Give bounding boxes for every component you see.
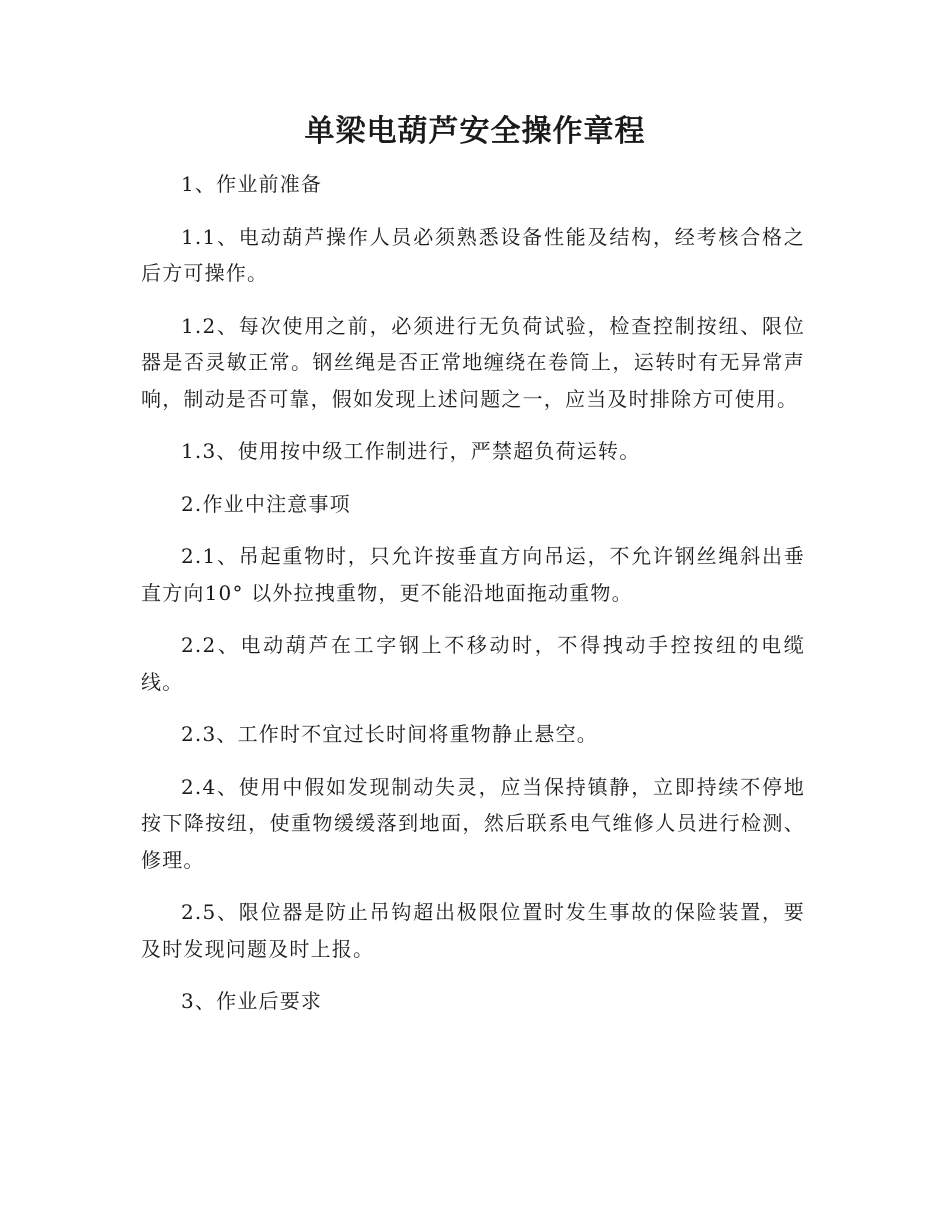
page-title: 单梁电葫芦安全操作章程 [304,114,646,149]
paragraph-2-5: 2.5、限位器是防止吊钩超出极限位置时发生事故的保险装置，要及时发现问题及时上报。 [141,900,805,961]
paragraph-2-4: 2.4、使用中假如发现制动失灵，应当保持镇静，立即持续不停地按下降按纽，使重物缓缓落到地面，然后联系电气维修人员进行检测、修理。 [141,774,805,872]
paragraph-2-3: 2.3、工作时不宜过长时间将重物静止悬空。 [181,722,599,746]
paragraph-2-1: 2.1、吊起重物时，只允许按垂直方向吊运，不允许钢丝绳斜出垂直方向10° 以外拉拽重物，更不能沿地面拖动重物。 [141,544,805,605]
section-heading-1: 1、作业前准备 [181,172,323,196]
paragraph-1-1: 1.1、电动葫芦操作人员必须熟悉设备性能及结构，经考核合格之后方可操作。 [141,224,805,285]
section-heading-2: 2.作业中注意事项 [181,491,351,516]
paragraph-1-3: 1.3、使用按中级工作制进行，严禁超负荷运转。 [181,439,641,463]
section-heading-3: 3、作业后要求 [181,989,323,1013]
paragraph-2-2: 2.2、电动葫芦在工字钢上不移动时，不得拽动手控按纽的电缆线。 [141,633,805,694]
paragraph-1-2: 1.2、每次使用之前，必须进行无负荷试验，检查控制按纽、限位器是否灵敏正常。钢丝绳是否正常地缠绕在卷筒上，运转时有无异常声响，制动是否可靠，假如发现上述问题之一，应当及时排除方可使用。 [141,313,805,411]
document-body [141,166,805,1036]
